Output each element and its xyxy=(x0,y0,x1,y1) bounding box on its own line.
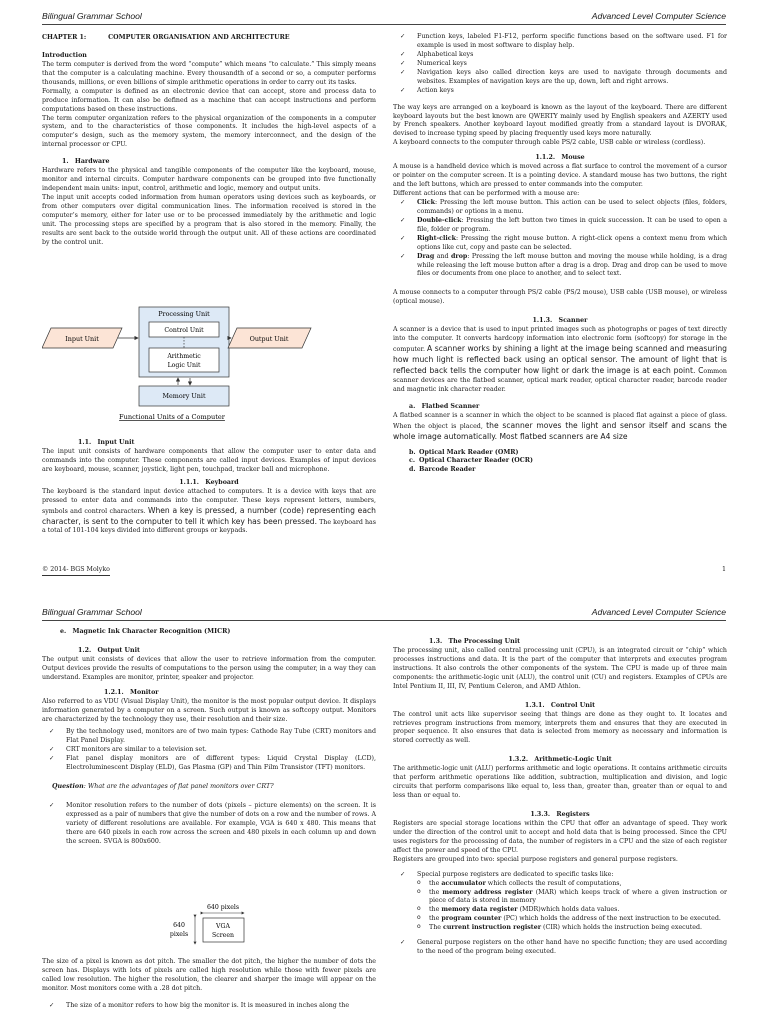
alu-heading: 1.3.2. Arithmetic-Logic Unit xyxy=(508,756,612,764)
list-item: ✓ Flat panel display monitors are of different types: Liquid Crystal Display (LCD), Electroluminescent Display (ELD), Gas Plasma (GP) and Thin Film Transistor (TFT) monitors. xyxy=(66,755,376,773)
item-post: (MDR)which holds data values. xyxy=(517,906,620,914)
page2-left-column xyxy=(42,628,376,850)
list-item: ✓ Action keys xyxy=(417,87,727,96)
list-item: ✓ Drag and drop: Pressing the left mouse button and moving the mouse while holding, is a drag while releasing the left mouse button after a drag is a drop. Drag and drop can be used to move files or documents from one place to another, and to select text. xyxy=(417,253,727,280)
memory-unit-label: Memory Unit xyxy=(162,392,206,400)
action-text: : Pressing the left mouse button and moving the mouse while holding, is a drag while releasing the left mouse button after a drag is a drop. Drag and drop can be used to move files or documents from one place to another, and to select text. xyxy=(417,252,728,278)
list-item xyxy=(393,457,727,466)
item-pre: the xyxy=(429,915,442,923)
special-registers-list xyxy=(393,871,727,880)
list-item: ✓ CRT monitors are similar to a television set. xyxy=(66,746,376,755)
intro-paragraph: Formally, a computer is defined as an electronic device that can accept, store and process data to produce information. It can also be defined as a machine that can accept instructions and perform computations based on these instructions. xyxy=(42,87,376,113)
registers-paragraph: Registers are grouped into two: special purpose registers and general purpose registers. xyxy=(393,855,678,863)
monitor-paragraph: Also referred to as VDU (Visual Display Unit), the monitor is the most popular output device. It displays information generated by a computer on a screen. Such output is known as softcopy output. Monitors are characterized by the technology they use, their resolution and their size. xyxy=(42,697,376,723)
monitor-types-list xyxy=(42,728,376,773)
alu-label-line2: Logic Unit xyxy=(167,362,201,369)
keyboard-layout-paragraph: The way keys are arranged on a keyboard is known as the layout of the keyboard. There are different keyboard layouts but the best known are QWERTY mainly used by English speakers and AZERTY used by French speakers. Another keyboard layout modified greatly from a standard layout is DVORAK, devised to increase typing speed by placing frequently used keys more naturally. xyxy=(393,103,727,138)
list-text: Barcode Reader xyxy=(419,466,476,474)
list-item xyxy=(417,199,727,217)
diagram-caption: Functional Units of a Computer xyxy=(119,413,225,421)
list-letter: c. xyxy=(409,457,416,465)
registers-paragraph: Registers are special storage locations within the CPU that offer an advantage of speed. They work under the direction of the control unit to accept and hold data that is being processed. Since the CPU uses registers for the processing of data, the number of registers in a CPU and the size of each register affect the power and speed of the CPU. xyxy=(393,819,727,854)
list-text: Optical Mark Reader (OMR) xyxy=(419,448,519,456)
list-item: ✓ Navigation keys also called direction keys are used to navigate through documents and websites. Examples of navigation keys are the up, down, left and right arrows. xyxy=(417,69,727,87)
action-term: drop xyxy=(450,252,468,260)
mouse-paragraph: A mouse is a handheld device which is moved across a flat surface to control the movement of a cursor or pointer on the computer screen. It is a pointing device. A standard mouse has two buttons, the right and the left buttons, which are pressed to enter commands into the computer. xyxy=(393,163,727,189)
register-term: memory address register xyxy=(442,888,533,896)
item-post: (PC) which holds the address of the next instruction to be executed. xyxy=(501,915,721,923)
vga-height-label-1: 640 xyxy=(173,922,185,929)
control-unit-heading: 1.3.1. Control Unit xyxy=(524,701,596,709)
chapter-title: CHAPTER 1: COMPUTER ORGANISATION AND ARCHITECTURE xyxy=(42,34,290,41)
header-school: Bilingual Grammar School xyxy=(42,607,142,617)
question: Question: What are the advantages of flat panel monitors over CRT? xyxy=(52,783,274,791)
functional-units-diagram xyxy=(42,304,376,424)
mouse-actions-list xyxy=(393,199,727,279)
hardware-paragraph: Hardware refers to the physical and tangible components of the computer like the keyboard, mouse, monitor and internal circuits. Computer hardware components can be grouped into five functionally independent main units: input, control, arithmetic and logic, memory and output units. xyxy=(42,167,376,193)
item-post: (MAR) which keeps track of where a given instruction or piece of data is stored in memory xyxy=(429,888,727,905)
alu-label-line1: Arithmetic xyxy=(167,353,201,360)
item-post: (CIR) which holds the instruction being executed. xyxy=(541,924,703,932)
hardware-paragraph: The input unit accepts coded information from human operators using devices such as keyboards, or from other computers over digital communication lines. The information received is stored in the computer’s memory, either for later use or to be processed immediately by the arithmetic and logic unit. The processing steps are specified by a program that is also stored in the memory. Finally, the results are sent back to the outside world through the output unit. All of these actions are coordinated by the control unit. xyxy=(42,194,376,246)
resolution-list xyxy=(42,802,376,847)
vga-screen-diagram xyxy=(160,902,260,954)
list-item xyxy=(393,466,727,475)
list-item: ✓ Numerical keys xyxy=(417,60,727,69)
mouse-connect-paragraph: A mouse connects to a computer through PS/2 cable (PS/2 mouse), USB cable (USB mouse), or wireless (optical mouse). xyxy=(393,289,727,306)
list-text: Optical Character Reader (OCR) xyxy=(419,457,533,465)
list-letter: d. xyxy=(409,466,416,474)
output-unit-heading: 1.2. Output Unit xyxy=(78,646,140,654)
action-text: : Pressing the left button two times in quick succession. It can be used to open a file, folder or program. xyxy=(417,216,727,233)
page2-left-column-lower xyxy=(42,958,376,1014)
action-term: Right-click xyxy=(417,234,456,242)
register-term: program counter xyxy=(441,915,502,923)
list-item xyxy=(429,889,727,907)
list-item: ✓ Alphabetical keys xyxy=(417,51,727,60)
input-unit-label: Input Unit xyxy=(65,335,99,343)
action-text: : Pressing the left mouse button. This action can be used to select objects (files, folders, commands) or options in a menu. xyxy=(417,198,727,215)
vga-box-label-1: VGA xyxy=(216,923,230,930)
list-item xyxy=(417,235,727,253)
page1-right-column xyxy=(393,33,727,478)
monitor-size-list xyxy=(42,1002,376,1011)
general-registers-list xyxy=(393,939,727,957)
intro-heading: Introduction xyxy=(42,51,87,59)
register-term: memory data register xyxy=(441,906,518,914)
micr-heading: e. Magnetic Ink Character Recognition (MICR) xyxy=(60,628,231,635)
page-header xyxy=(42,10,726,25)
input-unit-paragraph: The input unit consists of hardware components that allow the computer user to enter data and commands into the computer. These components are called input devices. Examples of input devices are keyboard, mouse, scanner, joystick, light pen, touchpad, tracker ball and microphone. xyxy=(42,447,376,473)
vga-width-label: 640 pixels xyxy=(206,904,240,911)
action-text: : Pressing the right mouse button. A right-click opens a context menu from which options like cut, copy and paste can be selected. xyxy=(417,234,727,251)
vga-box-label-2: Screen xyxy=(212,932,234,939)
list-item xyxy=(429,915,727,924)
page1-left-column xyxy=(42,34,376,251)
action-term: Drag xyxy=(417,252,435,260)
control-unit-label: Control Unit xyxy=(164,327,204,334)
list-item xyxy=(429,880,727,889)
list-item xyxy=(429,906,727,915)
footer-copyright: © 2014- BGS Molyko xyxy=(42,566,110,576)
register-term: current instruction register xyxy=(442,924,542,932)
output-unit-label: Output Unit xyxy=(249,335,289,343)
list-letter: b. xyxy=(409,448,416,456)
flatbed-heading: a. Flatbed Scanner xyxy=(409,402,480,410)
processing-unit-paragraph: The processing unit, also called central processing unit (CPU), is an integrated circuit or “chip” which processes instructions and data. It is the part of the computer that interprets and executes program instructions. It also controls the other components of the system. The CPU is made up of three main components: the arithmetic-logic unit (ALU), the control unit (CU) and registers. Examples of CPUs are Intel Pentium II, III, IV, Pentium Celeron, and AMD Athlon. xyxy=(393,646,727,690)
register-term: accumulator xyxy=(441,879,486,887)
page-2 xyxy=(0,600,768,1024)
control-unit-paragraph: The control unit acts like supervisor seeing that things are done as they ought to. It locates and retrieves program instructions from memory, interprets them and ensures that they are executed in proper sequence. It also ensures that data is selected from memory as necessary and information is stored correctly as well. xyxy=(393,710,727,745)
intro-paragraph: The term computer organization refers to the physical organization of the components in a computer system, and to the characteristics of those components. It includes the high-level aspects of a computer’s design, such as the memory system, the memory interconnect, and the design of the internal processor or CPU. xyxy=(42,114,376,149)
keyboard-connect-paragraph: A keyboard connects to the computer through cable PS/2 cable, USB cable or wireless (cordless). xyxy=(393,139,706,147)
dot-pitch-paragraph: The size of a pixel is known as dot pitch. The smaller the dot pitch, the higher the number of dots the screen has. Displays with lots of pixels are called high resolution while those with fewer pixels are called low resolution. The higher the resolution, the clearer and sharper the image will appear on the monitor. Most monitors come with a .28 dot pitch. xyxy=(42,958,376,992)
alu-paragraph: The arithmetic-logic unit (ALU) performs arithmetic and logic operations. It contains arithmetic circuits that perform arithmetic operations like addition, subtraction, multiplication and division, and logic circuits that perform comparisons like equal to, less than, greater than, greater than or equal to and less than or equal to. xyxy=(393,765,727,800)
list-item: ✓ The size of a monitor refers to how big the monitor is. It is measured in inches along the xyxy=(66,1002,376,1011)
header-subject: Advanced Level Computer Science xyxy=(591,11,726,21)
vga-height-label-2: pixels xyxy=(169,931,189,938)
action-term: Click xyxy=(417,198,435,206)
header-subject: Advanced Level Computer Science xyxy=(591,607,726,617)
keyboard-heading: 1.1.1. Keyboard xyxy=(179,478,239,486)
page-header xyxy=(42,606,726,621)
item-post: which collects the result of computations, xyxy=(485,879,622,887)
action-term: Double-click xyxy=(417,216,462,224)
list-item xyxy=(417,217,727,235)
mouse-heading: 1.1.2. Mouse xyxy=(535,154,585,162)
flatbed-paragraph: A flatbed scanner is a scanner in which the object to be scanned is placed flat against a piece of glass. When the object is placed, the scanner moves the light and sensor itself and scans the whole image automatically. Most flatbed scanners are A4 size xyxy=(393,411,727,441)
intro-paragraph: The term computer is derived from the word “compute” which means “to calculate.” This simply means that the computer is a calculating machine. Every thousandth of a second or so, a computer performs thousands, millions, or even billions of simple arithmetic operations in order to carry out its tasks. xyxy=(42,60,376,86)
list-item xyxy=(393,449,727,458)
item-pre: the xyxy=(429,888,443,896)
list-item: ✓ Function keys, labeled F1-F12, perform specific functions based on the software used. F1 for example is used in most software to display help. xyxy=(417,33,727,51)
list-item: ✓ Special purpose registers are dedicated to specific tasks like: xyxy=(417,871,727,880)
list-item: ✓ General purpose registers on the other hand have no specific function; they are used according to the need of the program being executed. xyxy=(417,939,727,957)
item-pre: the xyxy=(429,906,442,914)
item-pre: The xyxy=(429,924,443,932)
mouse-actions-intro: Different actions that can be performed with a mouse are: xyxy=(393,190,580,197)
page1-left-column-lower xyxy=(42,439,376,536)
list-item: ✓ By the technology used, monitors are of two main types: Cathode Ray Tube (CRT) monitors and Flat Panel Display. xyxy=(66,728,376,746)
processing-unit-heading: 1.3. The Processing Unit xyxy=(429,638,521,645)
list-item: ✓ Monitor resolution refers to the number of dots (pixels – picture elements) on the screen. It is expressed as a pair of numbers that give the number of dots on a row and the number of rows. A variety of different resolutions are available. For example, VGA is 640 x 480. This means that there are 640 pixels in each row across the screen and 480 pixels in each column up and down the screen. SVGA is 800x600. xyxy=(66,802,376,847)
input-unit-heading: 1.1. Input Unit xyxy=(78,439,135,446)
item-pre: the xyxy=(429,879,442,887)
keyboard-paragraph: The keyboard is the standard input device attached to computers. It is a device with keys that are pressed to enter data and commands into the computer. These keys represent letters, numbers, symbols and control characters. When a key is pressed, a number (code) representing each character, is sent to the computer to tell it which key has been pressed. The keyboard has a total of 101-104 keys divided into different groups or keypads. xyxy=(42,487,376,535)
hardware-heading: 1. Hardware xyxy=(62,158,110,166)
header-school: Bilingual Grammar School xyxy=(42,11,142,21)
monitor-heading: 1.2.1. Monitor xyxy=(104,688,159,696)
page-number: 1 xyxy=(721,566,726,573)
key-groups-list xyxy=(393,33,727,96)
registers-heading: 1.3.3. Registers xyxy=(530,811,590,818)
page2-right-column xyxy=(393,638,727,960)
processing-unit-label: Processing Unit xyxy=(158,310,210,318)
scanner-paragraph: A scanner is a device that is used to input printed images such as photographs or pages of text directly into the computer. It converts hardcopy information into electronic form (softcopy) for storage in the computer. A scanner works by shining a light at the image being scanned and measuring how much light is reflected back using an optical sensor. The amount of light that is reflected back tells the computer how light or dark the image is at each point. Common scanner devices are the flatbed scanner, optical mark reader, optical character reader, barcode reader and magnetic ink character reader. xyxy=(393,326,728,393)
scanner-heading: 1.1.3. Scanner xyxy=(532,317,588,325)
output-unit-paragraph: The output unit consists of devices that allow the user to retrieve information from the computer. Output devices provide the results of computations to the person using the computer, in a way they can understand. Examples are monitor, printer, speaker and projector. xyxy=(42,655,376,681)
special-registers-items xyxy=(393,880,727,934)
list-item xyxy=(429,924,727,933)
scanner-types-list xyxy=(393,449,727,476)
